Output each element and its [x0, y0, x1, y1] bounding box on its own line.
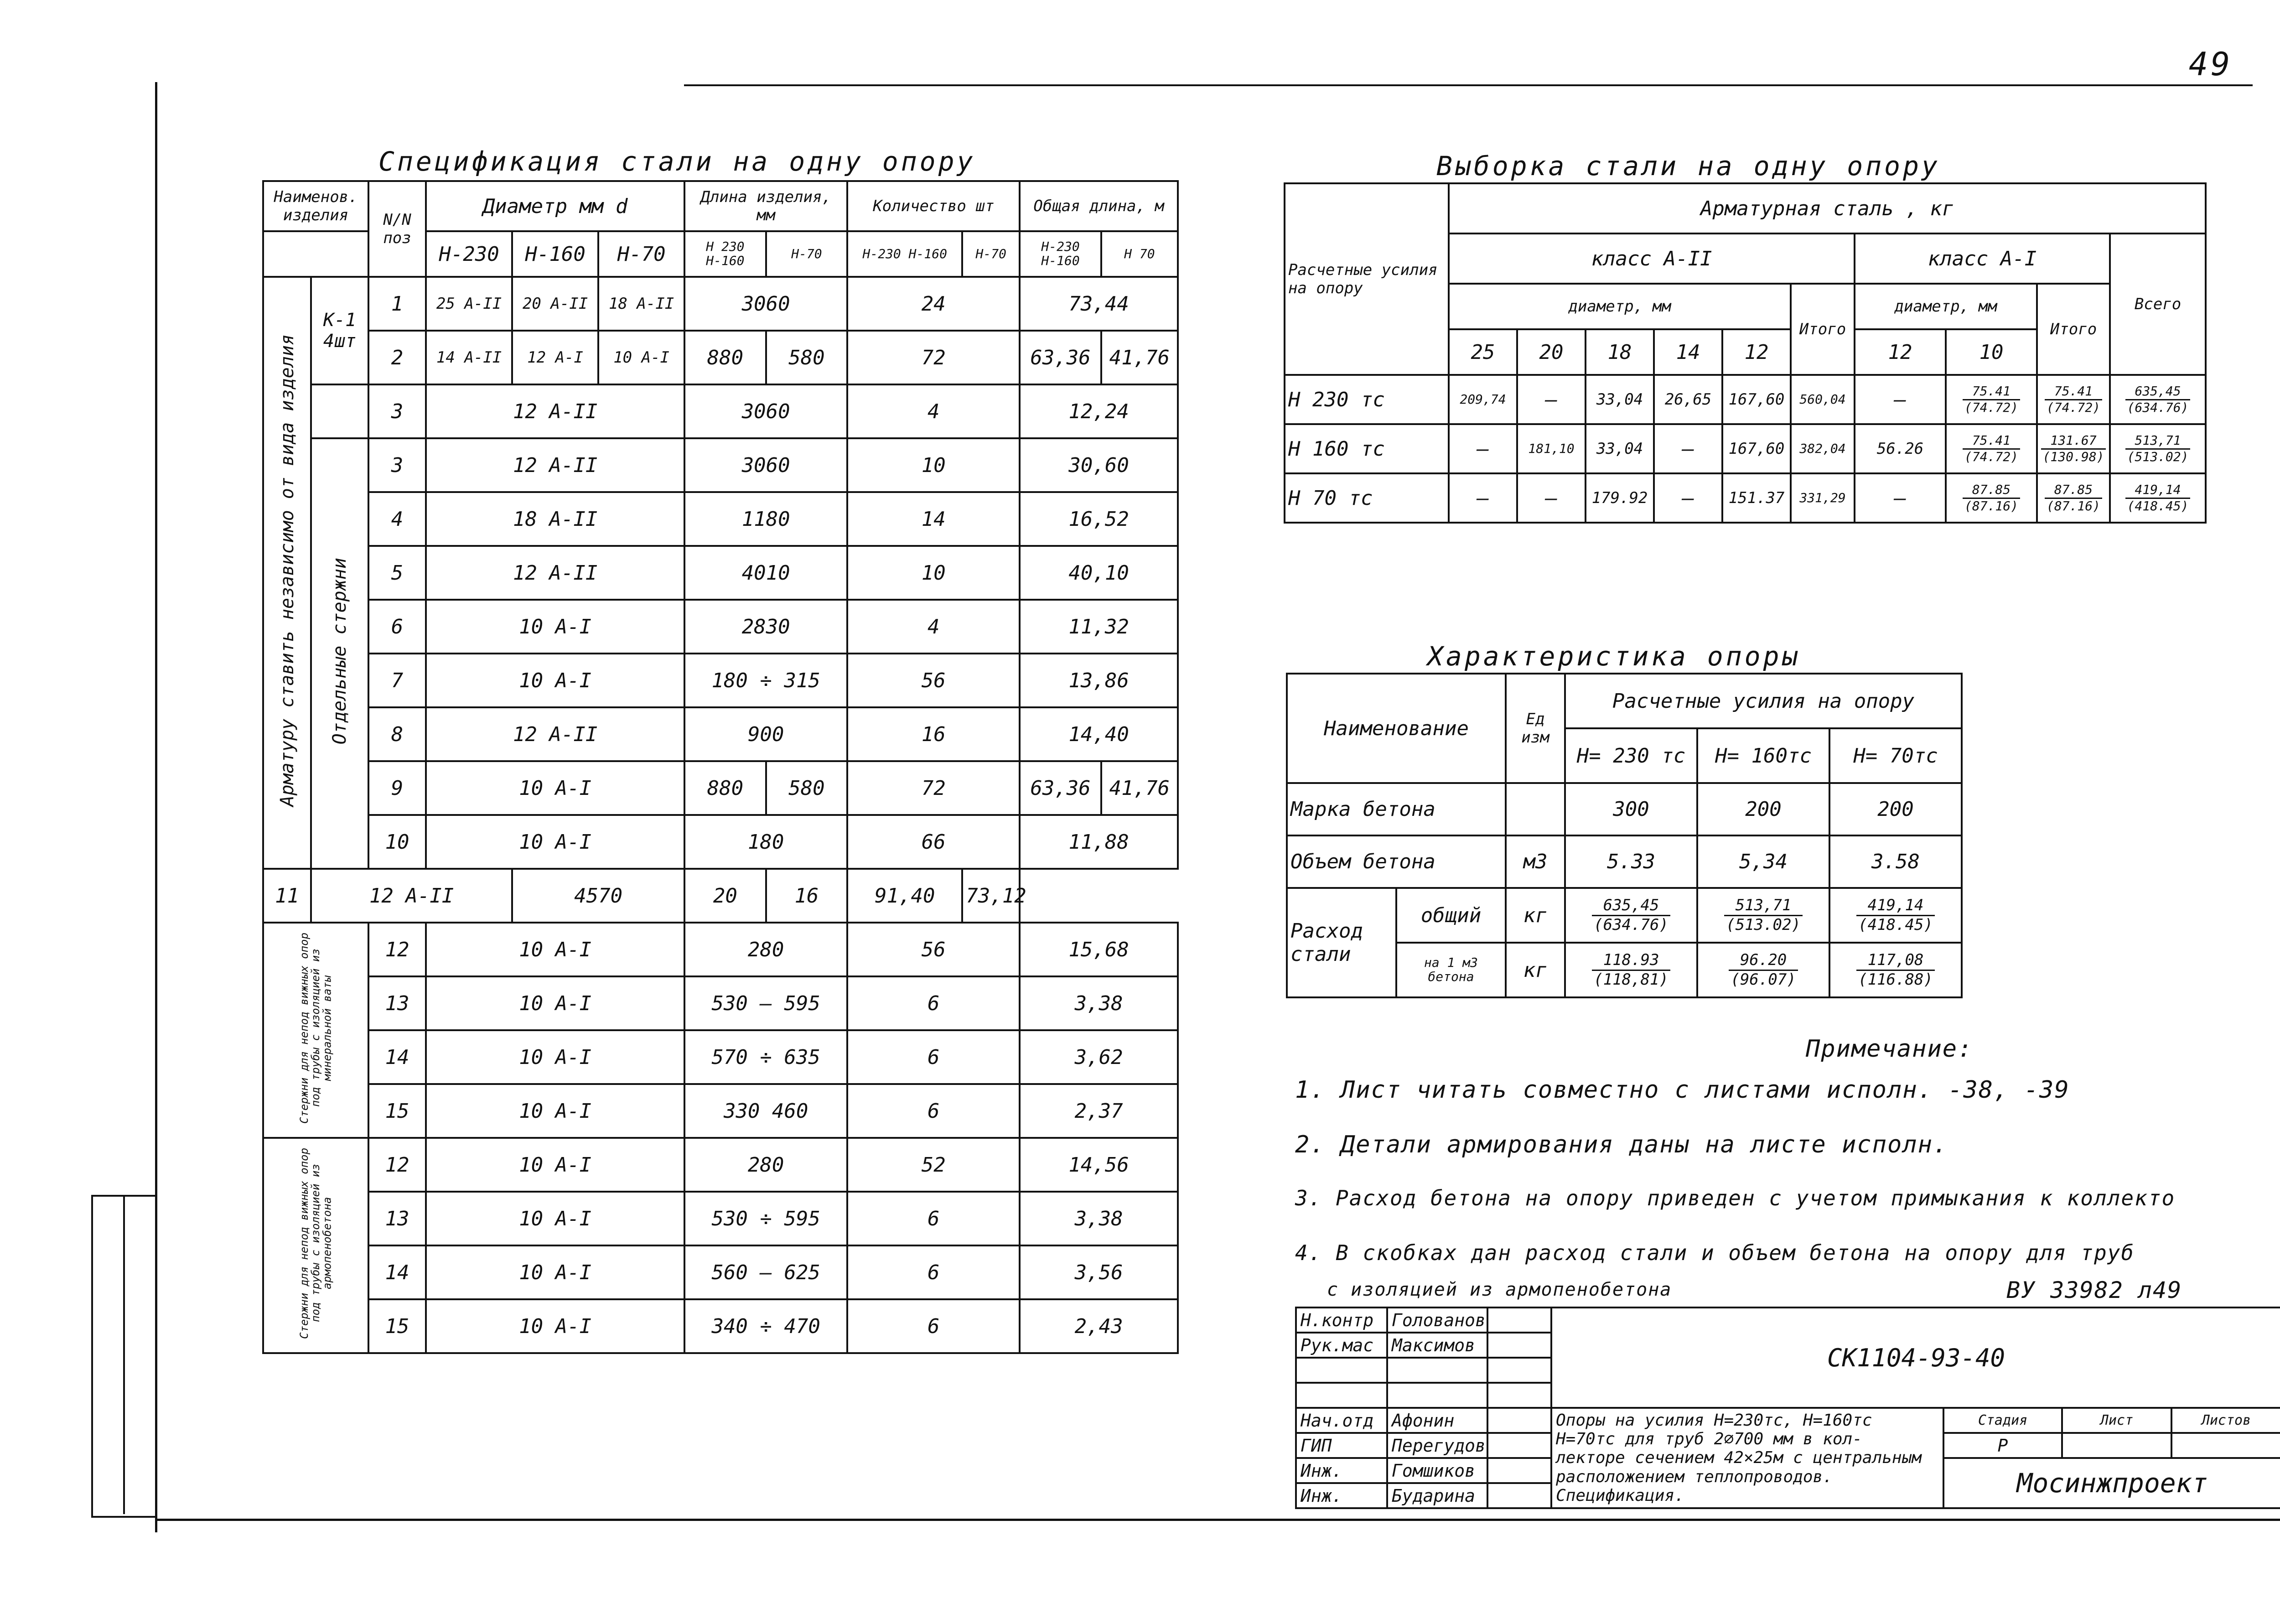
spec-cell: 72: [847, 761, 1020, 815]
note-3: 3. Расход бетона на опору приведен с учетом примыкания к коллекто: [1295, 1186, 2176, 1210]
charact-cell: $\frac{96.20}{(96.07)}$: [1697, 943, 1829, 997]
stamp-role: Нач.отд: [1296, 1408, 1387, 1433]
spec-cell: 2: [368, 331, 426, 384]
stamp-role: Рук.мас: [1296, 1333, 1387, 1358]
charact-cell: 300: [1565, 783, 1697, 835]
sample-row-label: Н 160 тс: [1285, 424, 1449, 473]
spec-cell: 11,88: [1020, 815, 1178, 869]
sample-h-forces: Расчетные усилия на опору: [1285, 183, 1449, 375]
spec-cell: 330 460: [684, 1084, 847, 1138]
sample-cell: 179.92: [1586, 473, 1654, 523]
spec-cell: 63,36: [1020, 331, 1101, 384]
spec-cell: 9: [368, 761, 426, 815]
spec-cell: 560 — 625: [684, 1245, 847, 1299]
spec-h-diameter: Диаметр мм d: [426, 181, 684, 231]
sample-diam: 14: [1654, 329, 1722, 375]
charact-cell: 5.33: [1565, 835, 1697, 888]
charact-cell: $\frac{419,14}{(418.45)}$: [1829, 888, 1962, 943]
stamp-h-sheets: Листов: [2171, 1408, 2280, 1433]
spec-cell: 13: [368, 1192, 426, 1245]
spec-cell: 10: [847, 546, 1020, 600]
spec-h-h230: Н-230: [426, 231, 512, 277]
spec-cell: 10 А-I: [598, 331, 684, 384]
spec-cell: 10 А-I: [426, 1084, 684, 1138]
spec-group-b: Стержни для непод вижных опор под трубы с изоляцией из армопенобетона: [263, 1138, 368, 1353]
spec-cell: 15,68: [1020, 923, 1178, 976]
sample-cell: 209,74: [1449, 375, 1517, 424]
spec-cell: 6: [847, 1192, 1020, 1245]
spec-cell: 12: [368, 923, 426, 976]
page-number: 49: [2189, 46, 2233, 83]
spec-cell: 10: [368, 815, 426, 869]
stamp-name: Афонин: [1387, 1408, 1487, 1433]
spec-group-main: Арматуру ставить независимо от вида изделия: [263, 277, 311, 869]
charact-h-h160: Н= 160тс: [1697, 728, 1829, 783]
sample-cell: $\frac{513,71}{(513.02)}$: [2110, 424, 2206, 473]
charact-h-h70: Н= 70тс: [1829, 728, 1962, 783]
spec-group-a: Стержни для непод вижных опор под трубы с изоляцией из минеральной ваты: [263, 923, 368, 1138]
sample-cell: $\frac{87.85}{(87.16)}$: [1946, 473, 2037, 523]
spec-cell: 10 А-I: [426, 1299, 684, 1353]
charact-cell: $\frac{635,45}{(634.76)}$: [1565, 888, 1697, 943]
stamp-signature: [1487, 1308, 1551, 1333]
charact-h-h230: Н= 230 тс: [1565, 728, 1697, 783]
spec-cell: 20: [684, 869, 766, 923]
spec-h-qty-70: Н-70: [962, 231, 1020, 277]
spec-cell: 11: [263, 869, 311, 923]
spec-cell: 180: [684, 815, 847, 869]
charact-title: Характеристика опоры: [1427, 641, 1801, 672]
spec-cell: 3,56: [1020, 1245, 1178, 1299]
stamp-name: Гомшиков: [1387, 1458, 1487, 1483]
spec-cell: 12: [368, 1138, 426, 1192]
spec-cell: 72: [847, 331, 1020, 384]
spec-cell: 5: [368, 546, 426, 600]
spec-cell: 16: [847, 707, 1020, 761]
sample-cell: $\frac{419,14}{(418.45)}$: [2110, 473, 2206, 523]
charact-r-mark: Марка бетона: [1287, 783, 1506, 835]
charact-table: [1286, 673, 1963, 998]
note-4-continuation: с изоляцией из армопенобетона: [1327, 1279, 1672, 1300]
sample-cell: —: [1449, 473, 1517, 523]
spec-cell: 41,76: [1101, 761, 1178, 815]
sample-diam: 25: [1449, 329, 1517, 375]
spec-cell: 4570: [512, 869, 684, 923]
sample-h-itogo1: Итого: [2037, 284, 2110, 375]
sample-diam: 18: [1586, 329, 1654, 375]
stamp-role: ГИП: [1296, 1433, 1387, 1458]
spec-group-rods: Отдельные стержни: [311, 438, 368, 869]
sample-table: [1284, 182, 2207, 524]
sample-cell: $\frac{131.67}{(130.98)}$: [2037, 424, 2110, 473]
spec-cell: 15: [368, 1084, 426, 1138]
spec-cell: 1180: [684, 492, 847, 546]
spec-cell: 280: [684, 1138, 847, 1192]
charact-cell: 200: [1697, 783, 1829, 835]
sample-cell: —: [1654, 424, 1722, 473]
stamp-role: Инж.: [1296, 1458, 1387, 1483]
sample-cell: 56.26: [1855, 424, 1946, 473]
sample-h-itogo2: Итого: [1791, 284, 1855, 375]
sample-cell: —: [1449, 424, 1517, 473]
spec-cell: 56: [847, 923, 1020, 976]
sample-cell: 26,65: [1654, 375, 1722, 424]
spec-cell: 180 ÷ 315: [684, 654, 847, 707]
spec-cell: 2830: [684, 600, 847, 654]
spec-cell: 30,60: [1020, 438, 1178, 492]
sample-row-label: Н 230 тс: [1285, 375, 1449, 424]
spec-cell: 10 А-I: [426, 1138, 684, 1192]
sample-cell: $\frac{75.41}{(74.72)}$: [2037, 375, 2110, 424]
spec-table: [262, 180, 1179, 1354]
sample-cell: $\frac{87.85}{(87.16)}$: [2037, 473, 2110, 523]
sample-cell: 560,04: [1791, 375, 1855, 424]
sample-h-diam2: диаметр, мм: [1449, 284, 1791, 329]
spec-h-length: Длина изделия, мм: [684, 181, 847, 231]
stamp-role: Инж.: [1296, 1483, 1387, 1508]
note-4: 4. В скобках дан расход стали и объем бетона на опору для труб: [1295, 1240, 2135, 1265]
spec-cell: 73,44: [1020, 277, 1178, 331]
spec-cell: 40,10: [1020, 546, 1178, 600]
charact-cell: на 1 м3 бетона: [1396, 943, 1506, 997]
spec-cell: 3,62: [1020, 1030, 1178, 1084]
charact-h-name: Наименование: [1287, 674, 1506, 783]
spec-cell: 13: [368, 976, 426, 1030]
spec-cell: 10 А-I: [426, 815, 684, 869]
spec-cell: 6: [847, 1084, 1020, 1138]
spec-cell: 14: [368, 1245, 426, 1299]
spec-cell: 18 А-II: [426, 492, 684, 546]
spec-cell: 24: [847, 277, 1020, 331]
note-2: 2. Детали армирования даны на листе исполн.: [1295, 1131, 1948, 1158]
sample-title: Выборка стали на одну опору: [1436, 150, 1940, 182]
spec-h-tot-70: Н 70: [1101, 231, 1178, 277]
charact-r-vol: Объем бетона: [1287, 835, 1506, 888]
spec-cell: 7: [368, 654, 426, 707]
spec-group-k1: К-1 4шт: [311, 277, 368, 384]
charact-cell: общий: [1396, 888, 1506, 943]
spec-cell: 12 А-II: [426, 438, 684, 492]
stamp-name: Максимов: [1387, 1333, 1487, 1358]
sample-cell: 151.37: [1722, 473, 1791, 523]
charact-h-forces: Расчетные усилия на опору: [1565, 674, 1962, 728]
sample-cell: 33,04: [1586, 375, 1654, 424]
spec-cell: 11,32: [1020, 600, 1178, 654]
stamp-h-sheet: Лист: [2062, 1408, 2171, 1433]
stamp-signature: [1487, 1408, 1551, 1433]
spec-cell: 56: [847, 654, 1020, 707]
sample-cell: $\frac{635,45}{(634.76)}$: [2110, 375, 2206, 424]
stamp-reference: ВУ 33982 л49: [2006, 1277, 2182, 1303]
stamp-name: Перегудов: [1387, 1433, 1487, 1458]
charact-cell: 5,34: [1697, 835, 1829, 888]
spec-cell: 6: [847, 976, 1020, 1030]
organization-name: Мосинжпроект: [1943, 1458, 2280, 1508]
spec-cell: 6: [847, 1245, 1020, 1299]
spec-cell: 91,40: [847, 869, 962, 923]
spec-cell: 1: [368, 277, 426, 331]
charact-cell: $\frac{513,71}{(513.02)}$: [1697, 888, 1829, 943]
stamp-signature: [1487, 1333, 1551, 1358]
sample-cell: 382,04: [1791, 424, 1855, 473]
spec-cell: 66: [847, 815, 1020, 869]
sample-cell: —: [1855, 375, 1946, 424]
spec-cell: 2,43: [1020, 1299, 1178, 1353]
spec-cell: 6: [368, 600, 426, 654]
spec-cell: 3060: [684, 277, 847, 331]
spec-h-qty-230-160: Н-230 Н-160: [847, 231, 962, 277]
spec-cell: 530 — 595: [684, 976, 847, 1030]
sample-h-diam1: диаметр, мм: [1855, 284, 2037, 329]
spec-h-len-70: Н-70: [766, 231, 848, 277]
spec-cell: 280: [684, 923, 847, 976]
sample-cell: 167,60: [1722, 375, 1791, 424]
spec-cell: 13,86: [1020, 654, 1178, 707]
spec-title: Спецификация стали на одну опору: [378, 146, 976, 177]
spec-cell: 52: [847, 1138, 1020, 1192]
charact-cell: кг: [1506, 943, 1565, 997]
sample-diam: 10: [1946, 329, 2037, 375]
stamp-role: Н.контр: [1296, 1308, 1387, 1333]
sample-diam: 20: [1517, 329, 1586, 375]
spec-cell: 570 ÷ 635: [684, 1030, 847, 1084]
spec-cell: 14: [847, 492, 1020, 546]
spec-h-name: Наименов. изделия: [263, 181, 368, 231]
spec-cell: 4: [368, 492, 426, 546]
spec-cell: 580: [766, 331, 848, 384]
spec-cell: 16,52: [1020, 492, 1178, 546]
spec-cell: 530 ÷ 595: [684, 1192, 847, 1245]
spec-cell: 3060: [684, 438, 847, 492]
sample-cell: —: [1517, 375, 1586, 424]
spec-cell: 900: [684, 707, 847, 761]
spec-cell: 12,24: [1020, 384, 1178, 438]
spec-cell: 6: [847, 1030, 1020, 1084]
spec-cell: 73,12: [962, 869, 1020, 923]
charact-cell: кг: [1506, 888, 1565, 943]
spec-cell: 3: [368, 438, 426, 492]
sample-row-label: Н 70 тс: [1285, 473, 1449, 523]
spec-h-len-230-160: Н 230 Н-160: [684, 231, 766, 277]
spec-cell: 12 А-I: [512, 331, 598, 384]
spec-cell: 63,36: [1020, 761, 1101, 815]
sample-cell: 167,60: [1722, 424, 1791, 473]
sample-cell: $\frac{75.41}{(74.72)}$: [1946, 424, 2037, 473]
spec-cell: 340 ÷ 470: [684, 1299, 847, 1353]
spec-cell: 20 А-II: [512, 277, 598, 331]
spec-cell: 14,56: [1020, 1138, 1178, 1192]
spec-cell: 14: [368, 1030, 426, 1084]
spec-cell: 6: [847, 1299, 1020, 1353]
drawing-description: Опоры на усилия Н=230тс, Н=160тс Н=70тс для труб 2⌀700 мм в кол- лекторе сечением 42×25м с центральным расположением теплопроводов. Спецификация.: [1551, 1408, 1943, 1508]
sample-cell: 33,04: [1586, 424, 1654, 473]
spec-cell: 12 А-II: [426, 546, 684, 600]
spec-cell: 2,37: [1020, 1084, 1178, 1138]
sample-cell: 331,29: [1791, 473, 1855, 523]
sample-diam: 12: [1722, 329, 1791, 375]
sample-h-class2: класс А-II: [1449, 233, 1855, 284]
notes-heading: Примечание:: [1806, 1035, 1973, 1063]
spec-cell: 10 А-I: [426, 761, 684, 815]
spec-h-h160: Н-160: [512, 231, 598, 277]
spec-cell: 3,38: [1020, 976, 1178, 1030]
charact-cell: $\frac{117,08}{(116.88)}$: [1829, 943, 1962, 997]
drawing-code: СК1104-93-40: [1551, 1308, 2280, 1408]
binding-strip-divider: [123, 1195, 125, 1514]
stamp-signature: [1487, 1458, 1551, 1483]
charact-cell: м3: [1506, 835, 1565, 888]
spec-cell: 880: [684, 761, 766, 815]
sample-h-vsego: Всего: [2110, 233, 2206, 375]
spec-cell: 10 А-I: [426, 923, 684, 976]
spec-cell: 10 А-I: [426, 600, 684, 654]
note-1: 1. Лист читать совместно с листами исполн. -38, -39: [1295, 1076, 2070, 1104]
spec-cell: 12 А-II: [311, 869, 512, 923]
charact-cell: $\frac{118.93}{(118,81)}$: [1565, 943, 1697, 997]
spec-cell: 8: [368, 707, 426, 761]
spec-h-h70: Н-70: [598, 231, 684, 277]
spec-h-total: Общая длина, м: [1020, 181, 1178, 231]
spec-h-tot-230-160: Н-230 Н-160: [1020, 231, 1101, 277]
title-block: [1295, 1307, 2280, 1509]
spec-cell: 10 А-I: [426, 1030, 684, 1084]
sample-h-steel: Арматурная сталь , кг: [1449, 183, 2206, 233]
spec-cell: 580: [766, 761, 848, 815]
spec-cell: 4010: [684, 546, 847, 600]
charact-cell: 3.58: [1829, 835, 1962, 888]
spec-cell: 16: [766, 869, 848, 923]
sample-diam: 12: [1855, 329, 1946, 375]
stamp-h-stage: Стадия: [1943, 1408, 2062, 1433]
stamp-stage: Р: [1943, 1433, 2062, 1458]
stamp-name: Голованов: [1387, 1308, 1487, 1333]
top-frame-line: [684, 84, 2253, 86]
spec-cell: 10: [847, 438, 1020, 492]
sample-cell: 181,10: [1517, 424, 1586, 473]
spec-cell: 3: [368, 384, 426, 438]
spec-cell: 4: [847, 600, 1020, 654]
spec-cell: 15: [368, 1299, 426, 1353]
spec-h-qty: Количество шт: [847, 181, 1020, 231]
sample-cell: —: [1855, 473, 1946, 523]
spec-h-pos: N/N поз: [368, 181, 426, 277]
stamp-signature: [1487, 1433, 1551, 1458]
sample-h-class1: класс А-I: [1855, 233, 2110, 284]
spec-cell: 18 А-II: [598, 277, 684, 331]
spec-cell: 10 А-I: [426, 654, 684, 707]
spec-cell: 10 А-I: [426, 976, 684, 1030]
spec-cell: 3,38: [1020, 1192, 1178, 1245]
spec-cell: 12 А-II: [426, 707, 684, 761]
stamp-name: Бударина: [1387, 1483, 1487, 1508]
sample-cell: —: [1654, 473, 1722, 523]
sample-cell: $\frac{75.41}{(74.72)}$: [1946, 375, 2037, 424]
charact-h-unit: Ед изм: [1506, 674, 1565, 783]
stamp-signature: [1487, 1483, 1551, 1508]
spec-cell: 14,40: [1020, 707, 1178, 761]
spec-cell: 10 А-I: [426, 1192, 684, 1245]
sample-cell: —: [1517, 473, 1586, 523]
bottom-frame-line: [155, 1519, 2280, 1521]
charact-r-cons: Расход стали: [1287, 888, 1396, 997]
spec-cell: 880: [684, 331, 766, 384]
spec-cell: 3060: [684, 384, 847, 438]
charact-cell: 200: [1829, 783, 1962, 835]
spec-cell: 4: [847, 384, 1020, 438]
spec-cell: 12 А-II: [426, 384, 684, 438]
spec-cell: 25 А-II: [426, 277, 512, 331]
spec-cell: 41,76: [1101, 331, 1178, 384]
spec-cell: 14 А-II: [426, 331, 512, 384]
spec-cell: 10 А-I: [426, 1245, 684, 1299]
